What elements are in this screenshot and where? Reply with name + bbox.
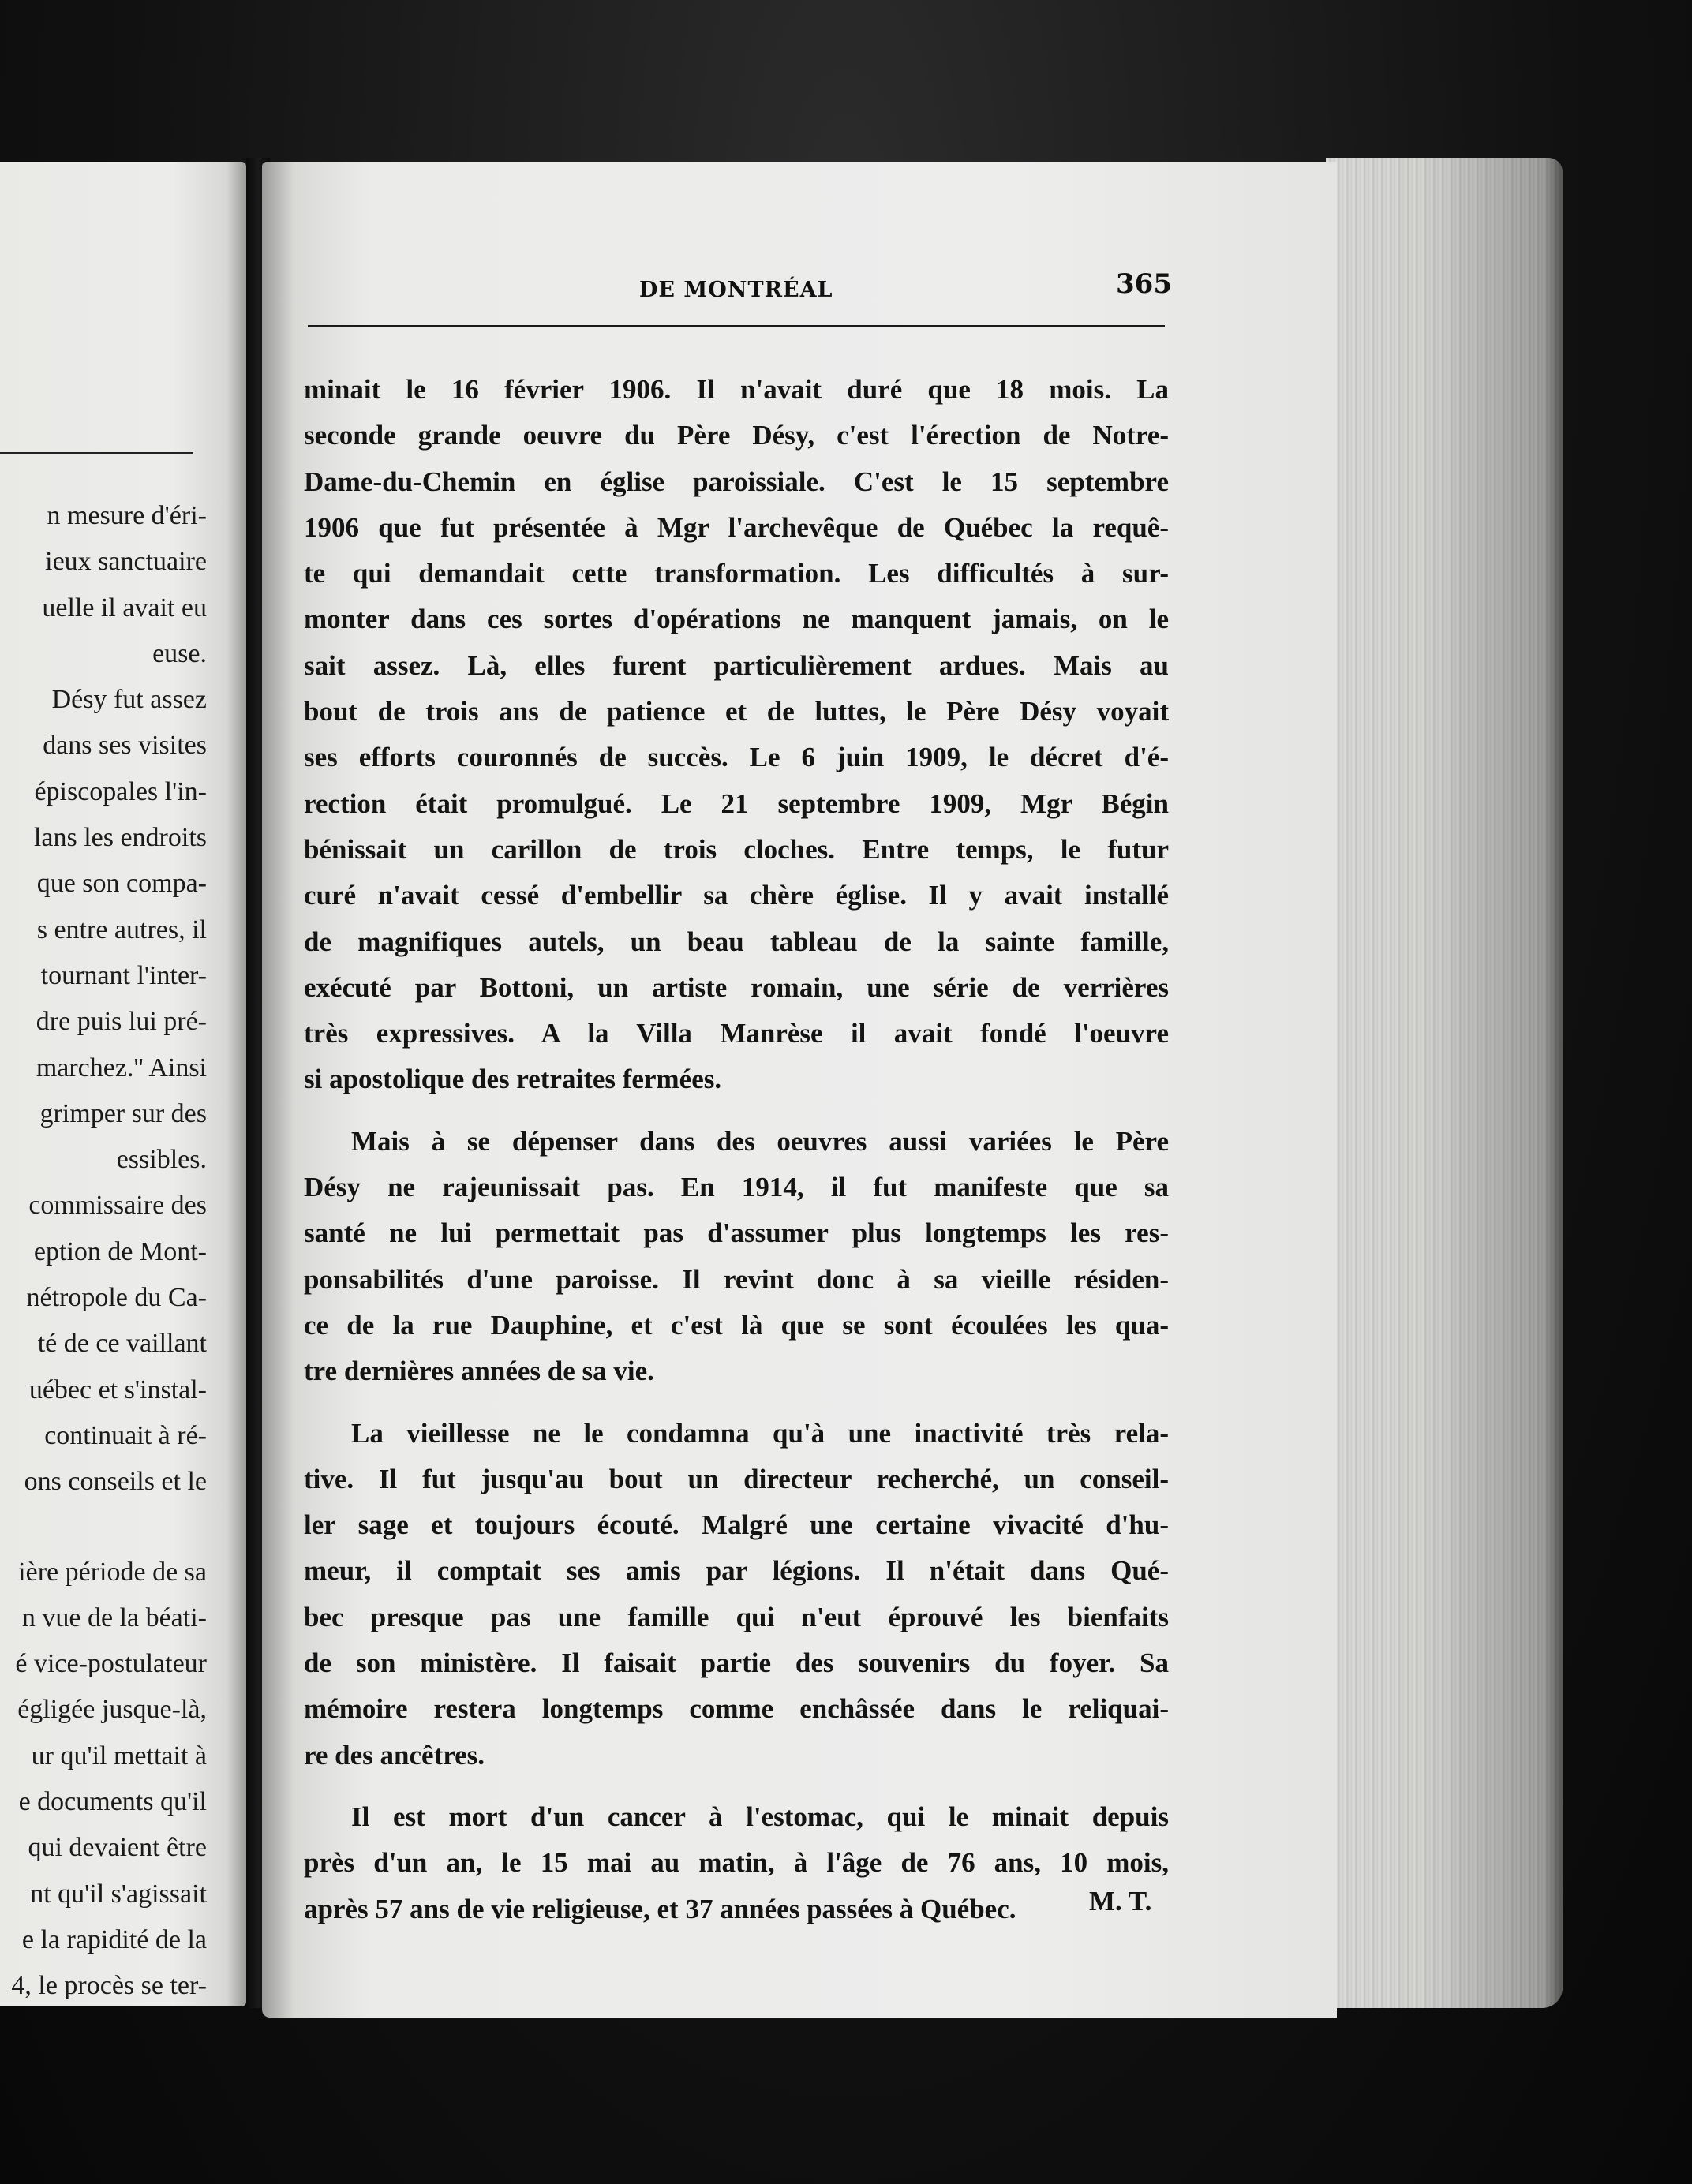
- body-line: te qui demandait cette transformation. Les difficultés à sur-: [304, 558, 1169, 589]
- body-line: bénissait un carillon de trois cloches. Entre temps, le futur: [304, 833, 1169, 865]
- left-page-line: uelle il avait eu: [42, 593, 207, 623]
- body-line: très expressives. A la Villa Manrèse il avait fondé l'oeuvre: [304, 1018, 1169, 1049]
- body-line: ponsabilités d'une paroisse. Il revint donc à sa vieille résiden-: [304, 1263, 1169, 1295]
- body-line: La vieillesse ne le condamna qu'à une inactivité très rela-: [351, 1417, 1169, 1449]
- body-line: si apostolique des retraites fermées.: [304, 1064, 722, 1095]
- page-number: 365: [1116, 268, 1172, 300]
- paragraph-gap: [304, 1778, 1169, 1794]
- left-page-line: eption de Mont-: [33, 1236, 207, 1266]
- body-line: 1906 que fut présentée à Mgr l'archevêque de Québec la requê-: [304, 511, 1169, 543]
- left-page-line: euse.: [152, 638, 207, 668]
- left-page-line: n mesure d'éri-: [47, 501, 207, 530]
- paragraph-gap: [304, 1103, 1169, 1119]
- left-page-line: que son compa-: [36, 869, 207, 899]
- body-line: Désy ne rajeunissait pas. En 1914, il fut manifeste que sa: [304, 1172, 1169, 1203]
- left-page-line: 4, le procès se ter-: [11, 1971, 207, 2001]
- body-line: re des ancêtres.: [304, 1739, 485, 1771]
- body-line: ce de la rue Dauphine, et c'est là que se sont écoulées les qua-: [304, 1309, 1169, 1341]
- page-edges-shadow: [1326, 158, 1563, 2008]
- body-line: sait assez. Là, elles furent particulièrement ardues. Mais au: [304, 649, 1169, 681]
- left-page-paragraph-gap: [0, 1505, 207, 1550]
- left-page-line: épiscopales l'in-: [34, 776, 207, 806]
- left-page-header-rule: [0, 452, 193, 454]
- left-page-line: tournant l'inter-: [40, 960, 207, 990]
- body-line: bout de trois ans de patience et de luttes, le Père Désy voyait: [304, 696, 1169, 727]
- left-page-line: nt qu'il s'agissait: [30, 1879, 207, 1909]
- left-page: [0, 162, 246, 2006]
- header-rule: [308, 325, 1165, 327]
- left-page-line: té de ce vaillant: [37, 1329, 207, 1359]
- body-line: bec presque pas une famille qui n'eut éprouvé les bienfaits: [304, 1601, 1169, 1632]
- author-signature: M. T.: [1089, 1886, 1152, 1917]
- body-line: monter dans ces sortes d'opérations ne manquent jamais, on le: [304, 604, 1169, 635]
- left-page-line: continuait à ré-: [44, 1420, 207, 1450]
- left-page-line: nétropole du Ca-: [26, 1283, 207, 1313]
- left-page-line: grimper sur des: [39, 1098, 207, 1128]
- body-line: exécuté par Bottoni, un artiste romain, une série de verrières: [304, 971, 1169, 1003]
- body-line: curé n'avait cessé d'embellir sa chère église. Il y avait installé: [304, 880, 1169, 911]
- left-page-line: qui devaient être: [28, 1833, 207, 1863]
- left-page-line: ière période de sa: [18, 1557, 207, 1587]
- left-page-line: commissaire des: [28, 1191, 207, 1221]
- left-page-line: n vue de la béati-: [21, 1602, 207, 1632]
- body-line: Il est mort d'un cancer à l'estomac, qui le minait depuis: [351, 1801, 1169, 1832]
- left-page-line: lans les endroits: [33, 823, 207, 853]
- paragraph-gap: [304, 1395, 1169, 1411]
- left-page-line: ur qu'il mettait à: [31, 1741, 207, 1771]
- left-page-line: uébec et s'instal-: [28, 1374, 207, 1404]
- left-page-line: e documents qu'il: [18, 1787, 207, 1817]
- body-line: de magnifiques autels, un beau tableau de la sainte famille,: [304, 926, 1169, 957]
- body-line: Dame-du-Chemin en église paroissiale. C'est le 15 septembre: [304, 466, 1169, 497]
- running-head: DE MONTRÉAL: [639, 278, 833, 302]
- left-page-text: [0, 493, 207, 2006]
- body-line: près d'un an, le 15 mai au matin, à l'âge de 76 ans, 10 mois,: [304, 1847, 1169, 1879]
- body-line: tive. Il fut jusqu'au bout un directeur recherché, un conseil-: [304, 1463, 1169, 1494]
- body-line: de son ministère. Il faisait partie des souvenirs du foyer. Sa: [304, 1647, 1169, 1679]
- left-page-line: marchez.'' Ainsi: [36, 1053, 207, 1083]
- left-page-line: égligée jusque-là,: [17, 1695, 207, 1725]
- body-line: mémoire restera longtemps comme enchâssée dans le reliquai-: [304, 1693, 1169, 1725]
- body-line: meur, il comptait ses amis par légions. Il n'était dans Qué-: [304, 1555, 1169, 1587]
- body-line: santé ne lui permettait pas d'assumer plus longtemps les res-: [304, 1217, 1169, 1249]
- body-line: rection était promulgué. Le 21 septembre 1909, Mgr Bégin: [304, 787, 1169, 819]
- left-page-line: é vice-postulateur: [15, 1649, 207, 1679]
- left-page-line: dans ses visites: [43, 731, 207, 761]
- body-text: [304, 367, 1169, 1932]
- body-line: seconde grande oeuvre du Père Désy, c'est l'érection de Notre-: [304, 420, 1169, 451]
- body-line: ler sage et toujours écouté. Malgré une certaine vivacité d'hu-: [304, 1509, 1169, 1541]
- body-line: après 57 ans de vie religieuse, et 37 années passées à Québec.: [304, 1893, 1016, 1924]
- left-page-line: e la rapidité de la: [21, 1924, 207, 1954]
- left-page-line: Désy fut assez: [51, 685, 207, 715]
- body-line: minait le 16 février 1906. Il n'avait duré que 18 mois. La: [304, 374, 1169, 405]
- left-page-line: s entre autres, il: [36, 914, 207, 944]
- body-line: ses efforts couronnés de succès. Le 6 juin 1909, le décret d'é-: [304, 742, 1169, 773]
- left-page-line: dre puis lui pré-: [36, 1007, 207, 1037]
- left-page-line: essibles.: [116, 1145, 207, 1175]
- body-line: tre dernières années de sa vie.: [304, 1356, 654, 1387]
- left-page-line: ons conseils et le: [24, 1467, 207, 1497]
- left-page-line: ieux sanctuaire: [45, 547, 207, 577]
- body-line: Mais à se dépenser dans des oeuvres aussi variées le Père: [351, 1125, 1169, 1157]
